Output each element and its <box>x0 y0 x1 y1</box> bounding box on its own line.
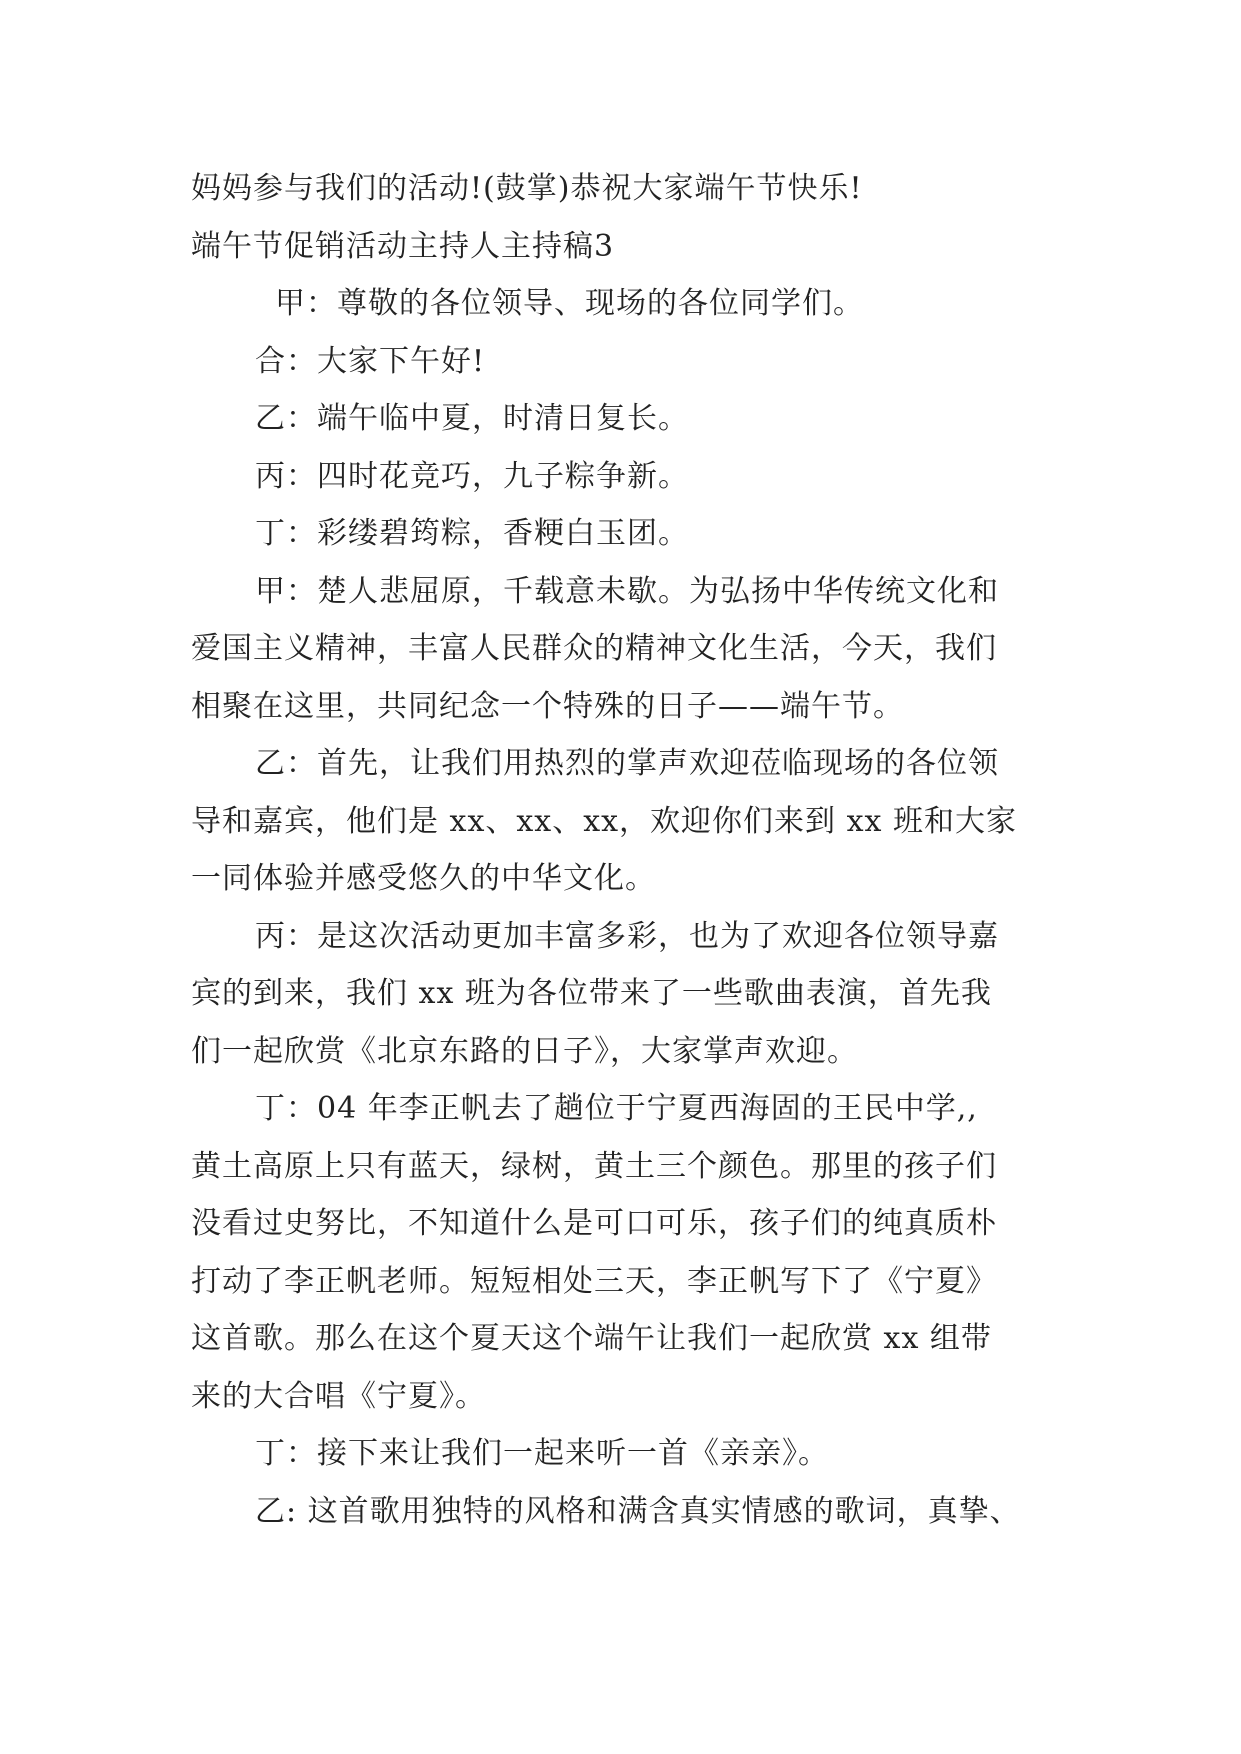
text-line: 丁：04 年李正帆去了趟位于宁夏西海固的王民中学,, <box>255 1091 978 1126</box>
text-line: 丁：接下来让我们一起来听一首《亲亲》。 <box>255 1436 829 1471</box>
text-line: 导和嘉宾，他们是 xx、xx、xx，欢迎你们来到 xx 班和大家 <box>191 803 1017 839</box>
text-line: 丙：四时花竞巧，九子粽争新。 <box>255 458 689 494</box>
text-line: 甲：尊敬的各位领导、现场的各位同学们。 <box>275 286 864 321</box>
text-line: 一同体验并感受悠久的中华文化。 <box>191 861 656 896</box>
text-line: 丙：是这次活动更加丰富多彩，也为了欢迎各位领导嘉 <box>255 918 999 954</box>
text-line: 乙：首先，让我们用热烈的掌声欢迎莅临现场的各位领 <box>255 746 999 781</box>
text-line: 宾的到来，我们 xx 班为各位带来了一些歌曲表演，首先我 <box>191 976 992 1011</box>
text-line: 甲：楚人悲屈原，千载意未歇。为弘扬中华传统文化和 <box>255 573 999 609</box>
text-line: 合：大家下午好! <box>255 343 486 379</box>
text-line: 乙: 这首歌用独特的风格和满含真实情感的歌词，真挚、 <box>255 1493 1021 1529</box>
text-line: 这首歌。那么在这个夏天这个端午让我们一起欣赏 xx 组带 <box>191 1321 992 1356</box>
text-line: 相聚在这里，共同纪念一个特殊的日子——端午节。 <box>191 688 904 724</box>
text-line: 妈妈参与我们的活动!(鼓掌)恭祝大家端午节快乐! <box>191 171 863 206</box>
text-line: 黄土高原上只有蓝天，绿树，黄土三个颜色。那里的孩子们 <box>191 1148 997 1184</box>
text-line: 乙：端午临中夏，时清日复长。 <box>255 401 689 436</box>
text-line: 爱国主义精神，丰富人民群众的精神文化生活，今天，我们 <box>191 631 997 666</box>
document-body <box>191 160 1051 1540</box>
text-line: 们一起欣赏《北京东路的日子》，大家掌声欢迎。 <box>191 1033 858 1069</box>
text-line: 丁：彩缕碧筠粽，香粳白玉团。 <box>255 516 689 551</box>
text-line: 没看过史努比，不知道什么是可口可乐，孩子们的纯真质朴 <box>191 1206 997 1241</box>
section-heading: 端午节促销活动主持人主持稿3 <box>191 228 615 264</box>
text-line: 打动了李正帆老师。短短相处三天，李正帆写下了《宁夏》 <box>191 1263 997 1299</box>
text-line: 来的大合唱《宁夏》。 <box>191 1378 486 1414</box>
